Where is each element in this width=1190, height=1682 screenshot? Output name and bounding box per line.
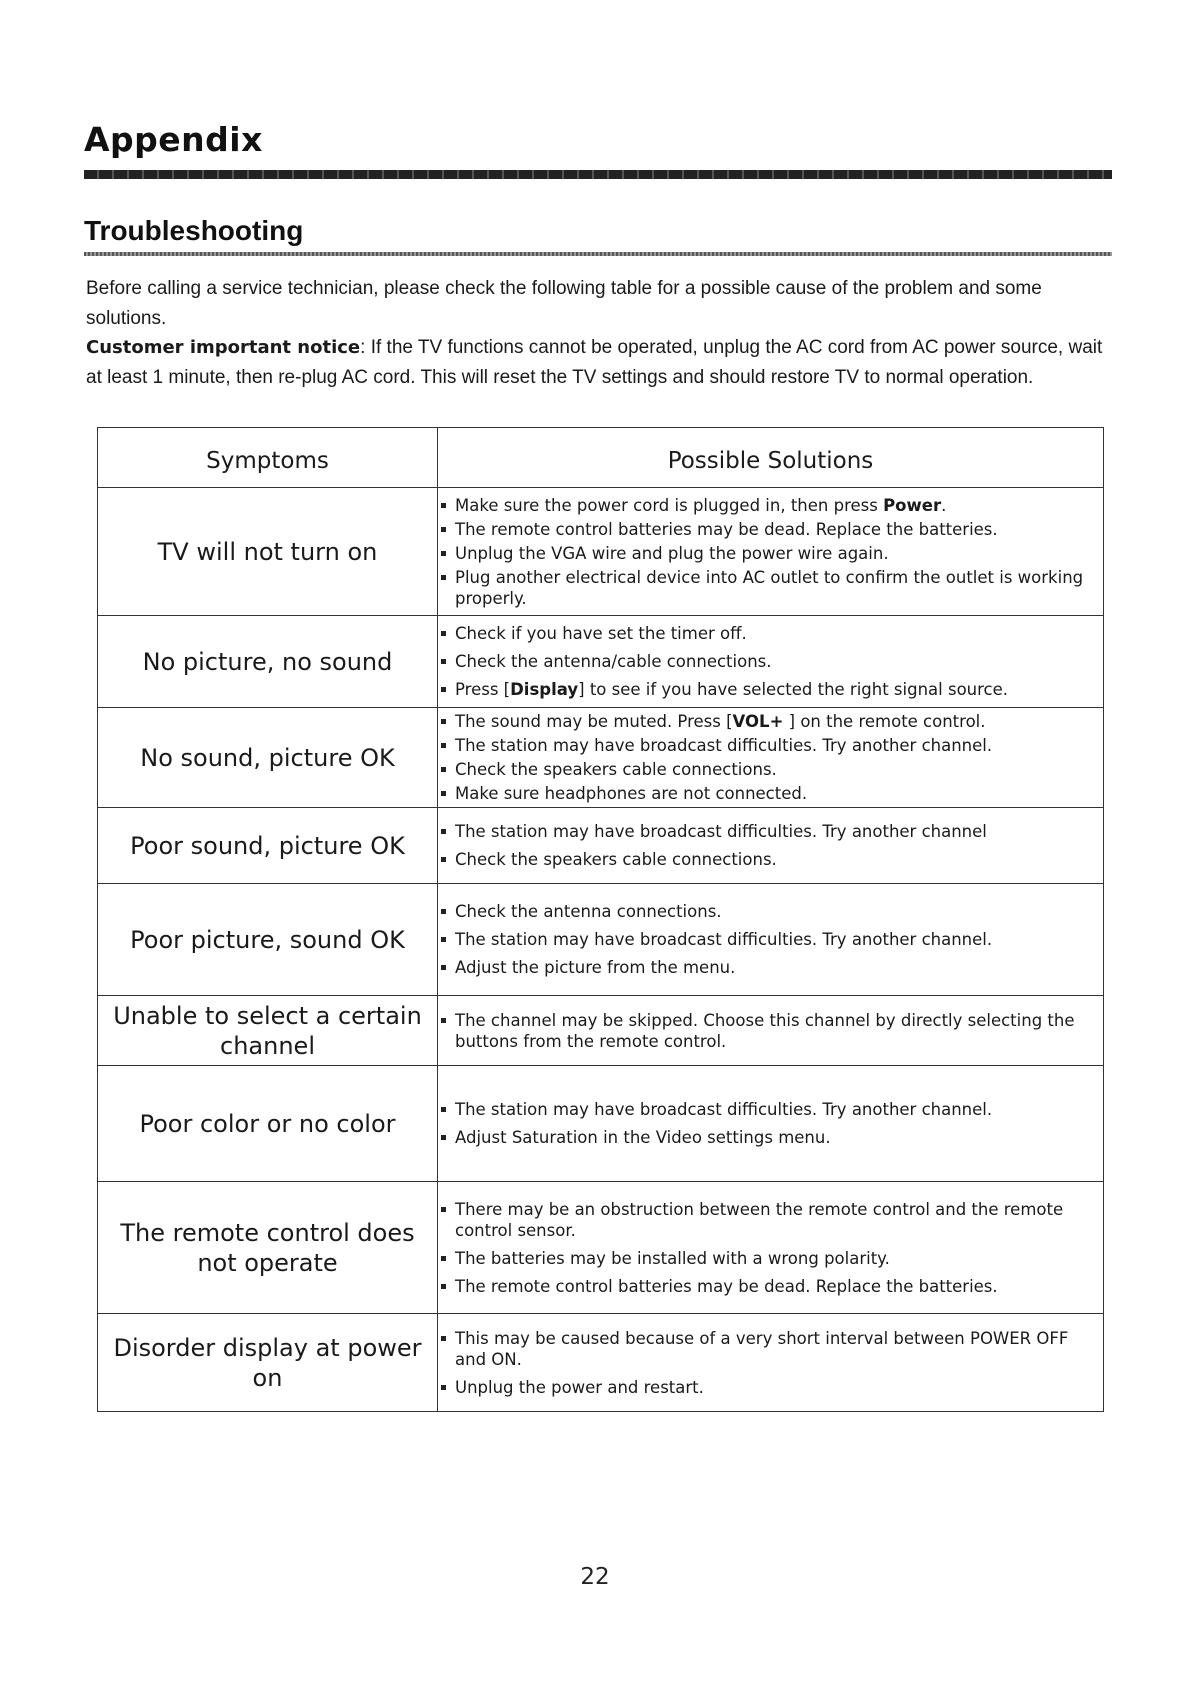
solution-item — [438, 783, 1103, 804]
solution-item — [438, 519, 1103, 540]
solutions-cell — [438, 1314, 1104, 1412]
section-heading: Troubleshooting — [84, 215, 304, 246]
solutions-list — [438, 1328, 1103, 1398]
solution-item — [438, 1010, 1103, 1052]
symptom-cell: Disorder display at power on — [98, 1314, 438, 1412]
solution-text: Check the speakers cable connections. — [455, 850, 777, 869]
solution-keyword: Display — [510, 680, 579, 699]
solution-text: Press [ — [455, 680, 511, 699]
solution-item — [438, 495, 1103, 516]
solutions-cell — [438, 884, 1104, 996]
solutions-list — [438, 1010, 1103, 1052]
solution-text: Plug another electrical device into AC outlet to confirm the outlet is working properly. — [455, 567, 1084, 608]
solutions-cell — [438, 616, 1104, 708]
symptom-cell: Unable to select a certain channel — [98, 996, 438, 1066]
solution-item — [438, 1276, 1103, 1297]
solutions-list — [438, 623, 1103, 700]
page-number: 22 — [580, 1564, 610, 1590]
table-body — [98, 488, 1104, 1412]
solutions-list — [438, 495, 1103, 609]
solution-text: The station may have broadcast difficulties. Try another channel. — [455, 1100, 993, 1119]
intro-paragraph: Before calling a service technician, please check the following table for a possible cause of the problem and some solutions. — [86, 278, 1042, 329]
solutions-cell — [438, 708, 1104, 808]
table-row — [98, 616, 1104, 708]
symptoms-header: Symptoms — [98, 428, 438, 488]
heading-rule — [84, 170, 1112, 179]
symptom-cell: The remote control does not operate — [98, 1182, 438, 1314]
solution-text: The batteries may be installed with a wrong polarity. — [455, 1248, 890, 1268]
symptom-cell: Poor sound, picture OK — [98, 808, 438, 884]
solution-text: The remote control batteries may be dead. Replace the batteries. — [455, 519, 998, 539]
solution-text: The station may have broadcast difficulties. Try another channel. — [455, 736, 993, 755]
table-header-row — [98, 428, 1104, 488]
solutions-cell — [438, 1182, 1104, 1314]
solutions-list — [438, 711, 1103, 804]
solution-item — [438, 1199, 1103, 1241]
solution-text: Unplug the power and restart. — [455, 1377, 704, 1397]
page-heading: Appendix — [84, 120, 263, 159]
solution-text: Check the speakers cable connections. — [455, 760, 777, 779]
table-row — [98, 996, 1104, 1066]
solution-text: Check the antenna connections. — [455, 902, 722, 921]
symptom-cell: Poor picture, sound OK — [98, 884, 438, 996]
solution-text: Adjust the picture from the menu. — [455, 958, 736, 977]
solution-keyword: Power — [883, 495, 942, 515]
solutions-header: Possible Solutions — [438, 428, 1104, 488]
solution-item — [438, 735, 1103, 756]
symptom-cell: Poor color or no color — [98, 1066, 438, 1182]
troubleshooting-table — [97, 427, 1104, 1412]
solution-item — [438, 1127, 1103, 1148]
solution-text-end: ] to see if you have selected the right signal source. — [578, 680, 1009, 699]
table-row — [98, 808, 1104, 884]
solution-item — [438, 679, 1103, 700]
solution-item — [438, 901, 1103, 922]
solutions-list — [438, 901, 1103, 978]
solution-text: Make sure headphones are not connected. — [455, 784, 808, 803]
solution-text: Make sure the power cord is plugged in, then press — [455, 495, 884, 515]
symptom-cell: No picture, no sound — [98, 616, 438, 708]
solutions-cell — [438, 1066, 1104, 1182]
symptom-cell: No sound, picture OK — [98, 708, 438, 808]
solution-text: Check if you have set the timer off. — [455, 624, 747, 643]
solution-item — [438, 1328, 1103, 1370]
symptom-cell: TV will not turn on — [98, 488, 438, 616]
solution-text: Adjust Saturation in the Video settings menu. — [455, 1128, 831, 1147]
notice-label: Customer important notice — [86, 337, 361, 358]
notice-text: : If the TV functions cannot be operated, unplug the AC cord from AC power source, wait at least 1 minute, then re-plug AC cord. This will reset the TV settings and should restore TV to normal operation. — [86, 337, 1103, 388]
table-row — [98, 708, 1104, 808]
solution-text: The station may have broadcast difficulties. Try another channel — [455, 822, 987, 841]
solution-text: This may be caused because of a very short interval between POWER OFF and ON. — [455, 1328, 1069, 1369]
solution-text: The station may have broadcast difficulties. Try another channel. — [455, 930, 993, 949]
solution-item — [438, 1377, 1103, 1398]
table-row — [98, 1314, 1104, 1412]
solutions-cell — [438, 808, 1104, 884]
solution-item — [438, 543, 1103, 564]
solution-item — [438, 623, 1103, 644]
solutions-cell — [438, 996, 1104, 1066]
solution-text-end: . — [941, 495, 947, 515]
solutions-list — [438, 821, 1103, 870]
solution-text: Check the antenna/cable connections. — [455, 652, 772, 671]
notice-paragraph — [86, 333, 1116, 392]
intro-block — [86, 274, 1116, 392]
solution-item — [438, 1248, 1103, 1269]
table-row — [98, 1182, 1104, 1314]
solution-item — [438, 651, 1103, 672]
table-row — [98, 1066, 1104, 1182]
table-row — [98, 488, 1104, 616]
table-row — [98, 884, 1104, 996]
solution-item — [438, 821, 1103, 842]
solution-keyword: VOL+ — [732, 712, 784, 731]
solution-item — [438, 711, 1103, 732]
solution-item — [438, 957, 1103, 978]
solutions-list — [438, 1099, 1103, 1148]
solution-text: The remote control batteries may be dead. Replace the batteries. — [455, 1276, 998, 1296]
solution-item — [438, 567, 1103, 609]
solution-text: There may be an obstruction between the remote control and the remote control sensor. — [455, 1199, 1064, 1240]
solution-item — [438, 1099, 1103, 1120]
solutions-cell — [438, 488, 1104, 616]
solution-text: Unplug the VGA wire and plug the power wire again. — [455, 543, 889, 563]
solution-text-end: ] on the remote control. — [783, 712, 986, 731]
solution-item — [438, 929, 1103, 950]
solution-item — [438, 849, 1103, 870]
solution-item — [438, 759, 1103, 780]
solution-text: The channel may be skipped. Choose this channel by directly selecting the buttons from the remote control. — [455, 1010, 1075, 1051]
section-rule — [84, 252, 1112, 256]
solutions-list — [438, 1199, 1103, 1297]
solution-text: The sound may be muted. Press [ — [455, 712, 733, 731]
